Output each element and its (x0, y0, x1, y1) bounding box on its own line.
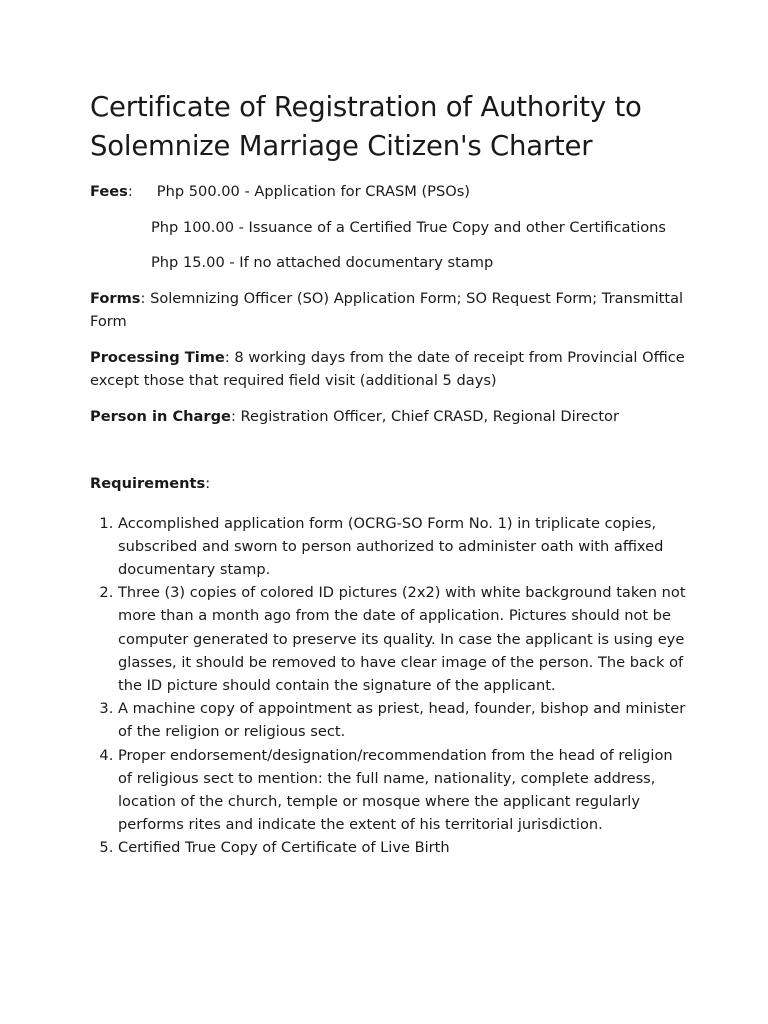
forms-label: Forms (90, 289, 141, 307)
requirement-item-5: 5. Certified True Copy of Certificate of Live Birth (118, 836, 690, 859)
requirements-heading: Requirements: (90, 475, 211, 492)
fees-colon: : (127, 183, 133, 200)
forms-paragraph: Forms: Solemnizing Officer (SO) Application Form; SO Request Form; Transmittal Form (90, 289, 684, 330)
fee-item-2: Php 100.00 - Issuance of a Certified True Copy and other Certifications (151, 218, 667, 236)
document-page (90, 88, 690, 860)
processing-time-label: Processing Time (90, 348, 225, 366)
requirements-list (90, 512, 690, 860)
person-in-charge-text: Registration Officer, Chief CRASD, Regional Director (240, 407, 619, 425)
processing-time-text: 8 working days from the date of receipt from Provincial Office except those that required field visit (additional 5 days) (90, 348, 685, 389)
processing-time-paragraph: Processing Time: 8 working days from the date of receipt from Provincial Office except those that required field visit (additional 5 days) (90, 348, 685, 389)
forms-text: Solemnizing Officer (SO) Application Form; SO Request Form; Transmittal Form (90, 289, 684, 330)
fee-item-1: Php 500.00 - Application for CRASM (PSOs) (156, 183, 470, 200)
person-in-charge-label: Person in Charge (90, 407, 231, 425)
fees-label: Fees (90, 183, 128, 200)
requirement-item-1: 1. Accomplished application form (OCRG-SO Form No. 1) in triplicate copies, subscribed and sworn to person authorized to administer oath with affixed documentary stamp. (118, 512, 690, 582)
requirement-item-4: 4. Proper endorsement/designation/recommendation from the head of religion of religious sect to mention: the full name, nationality, complete address, location of the church, temple or mosque where the applicant regularly performs rites and indicate the extent of his territorial jurisdiction. (118, 744, 690, 837)
document-title: Certificate of Registration of Authority to Solemnize Marriage Citizen's Charter (90, 91, 642, 162)
requirement-item-2: 2. Three (3) copies of colored ID pictures (2x2) with white background taken not more than a month ago from the date of application. Pictures should not be computer generated to preserve its quality. In case the applicant is using eye glasses, it should be removed to have clear image of the person. The back of the ID picture should contain the signature of the applicant. (118, 581, 690, 697)
requirements-label: Requirements (90, 475, 206, 492)
fee-item-3: Php 15.00 - If no attached documentary stamp (151, 254, 494, 271)
fees-line-1 (90, 180, 690, 204)
requirement-item-3: 3. A machine copy of appointment as priest, head, founder, bishop and minister of the religion or religious sect. (118, 697, 690, 743)
person-in-charge-paragraph: Person in Charge: Registration Officer, Chief CRASD, Regional Director (90, 407, 619, 425)
